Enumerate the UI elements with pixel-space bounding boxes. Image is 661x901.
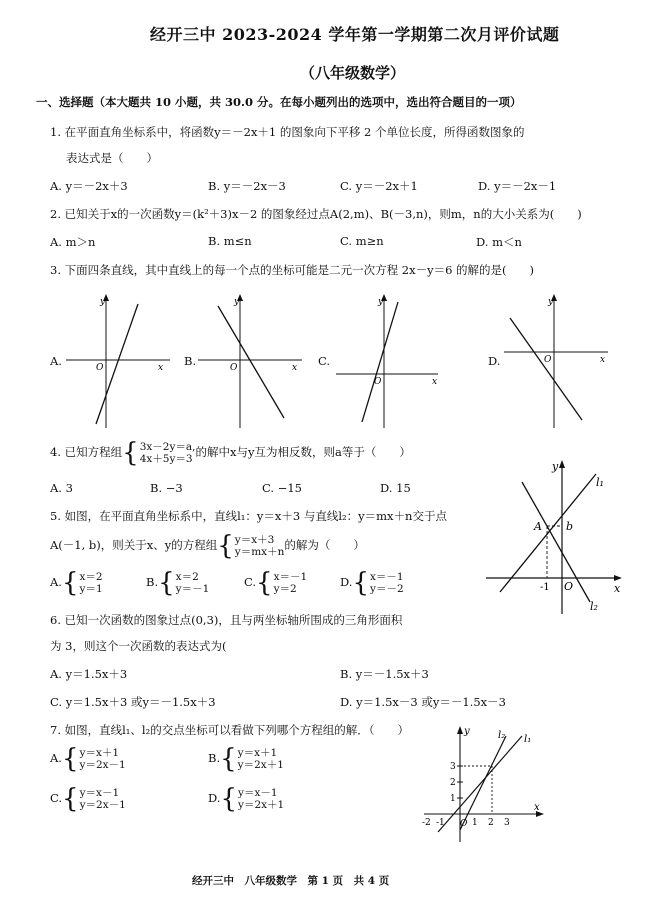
- q2-option-d: D. m＜n: [476, 235, 522, 249]
- q5-option-c: C.{x＝－1 y＝2: [244, 568, 308, 598]
- q4-option-d: D. 15: [380, 481, 411, 495]
- axis-y-label: y: [100, 297, 106, 307]
- q2-option-b: B. m≤n: [208, 234, 252, 248]
- q3-label-b: B.: [184, 354, 197, 368]
- q7-figure: [420, 722, 560, 844]
- section-heading: 一、选择题（本大题共 10 小题，共 30.0 分。在每小题列出的选项中，选出符合题目的一项）: [36, 95, 522, 109]
- q2-stem: 2. 已知关于x的一次函数y＝(k²＋3)x－2 的图象经过点A(2,m)、B(－3,n)，则m，n的大小关系为( ): [50, 207, 582, 221]
- origin-label: O: [96, 363, 104, 373]
- q5-stem-suffix: 的解为（ ）: [284, 538, 365, 552]
- q5-stem-prefix: A(－1, b)，则关于x、y的方程组: [50, 538, 218, 552]
- q1-stem-line2: 表达式是（ ）: [66, 151, 158, 165]
- q7-fig-y-label: y: [464, 726, 470, 737]
- q7-option-c: C.{y＝x－1 y＝2x－1: [50, 784, 126, 814]
- q7-option-a: A.{y＝x＋1 y＝2x－1: [50, 744, 126, 774]
- q5-stem-line2: A(－1, b)，则关于x、y的方程组{y＝x＋3 y＝mx＋n的解为（ ）: [50, 531, 365, 561]
- q6-option-b: B. y＝－1.5x＋3: [340, 667, 429, 681]
- q5-option-b: B.{x＝2 y＝－1: [146, 568, 210, 598]
- q3-label-a: A.: [50, 354, 62, 368]
- q7-fig-xtick-neg1: -1: [436, 818, 445, 828]
- q3-graph-a: [66, 292, 172, 428]
- axis-x-label: x: [600, 355, 606, 365]
- q7-fig-origin: O: [460, 819, 468, 829]
- q5-fig-l1-label: l₁: [596, 476, 604, 489]
- axis-x-label: x: [292, 363, 298, 373]
- q6-option-c: C. y＝1.5x＋3 或y＝－1.5x＋3: [50, 695, 216, 709]
- q3-label-d: D.: [488, 354, 501, 368]
- q5-fig-origin: O: [564, 580, 574, 593]
- q6-option-a: A. y＝1.5x＋3: [50, 667, 128, 681]
- page-subtitle: （八年级数学）: [300, 64, 406, 82]
- q1-option-b: B. y＝－2x－3: [208, 179, 286, 193]
- q6-stem-line1: 6. 已知一次函数的图象过点(0,3)，且与两坐标轴所围成的三角形面积: [50, 613, 403, 627]
- origin-label: O: [374, 377, 382, 387]
- q4-stem-suffix: 的解中x与y互为相反数，则a等于（ ）: [195, 445, 411, 459]
- q7-fig-l1-label: l₁: [524, 734, 532, 745]
- q4-option-b: B. −3: [150, 481, 183, 495]
- q4-option-c: C. −15: [262, 481, 302, 495]
- q7-option-d: D.{y＝x－1 y＝2x＋1: [208, 784, 285, 814]
- origin-label: O: [544, 355, 552, 365]
- q6-option-d: D. y＝1.5x－3 或y＝－1.5x－3: [340, 695, 506, 709]
- q7-option-b: B.{y＝x＋1 y＝2x＋1: [208, 744, 284, 774]
- q3-stem: 3. 下面四条直线，其中直线上的每一个点的坐标可能是二元一次方程 2x－y＝6 的解的是( ): [50, 263, 535, 277]
- q4-eq2: 4x＋5y＝3: [139, 453, 193, 465]
- q5-figure: [486, 456, 628, 616]
- q1-option-c: C. y＝－2x＋1: [340, 179, 418, 193]
- q3-label-c: C.: [318, 354, 331, 368]
- page-title: 经开三中 2023-2024 学年第一学期第二次月评价试题: [150, 25, 560, 44]
- q2-option-a: A. m＞n: [50, 235, 96, 249]
- q7-fig-xtick-3: 3: [504, 818, 510, 828]
- q7-fig-l2-label: l₂: [498, 730, 506, 741]
- q1-stem-line1: 1. 在平面直角坐标系中，将函数y＝－2x＋1 的图象向下平移 2 个单位长度，所得函数图象的: [50, 125, 525, 139]
- q4-stem: 4. 已知方程组{3x－2y＝a, 4x＋5y＝3 的解中x与y互为相反数，则a等于（ ）: [50, 438, 411, 468]
- q5-fig-x-label: x: [614, 582, 621, 595]
- origin-label: O: [230, 363, 238, 373]
- q3-graph-b: [198, 292, 308, 428]
- q5-fig-l2-label: l₂: [590, 600, 598, 613]
- q5-fig-b-label: b: [566, 520, 574, 533]
- q5-eq2: y＝mx＋n: [234, 546, 285, 558]
- q7-fig-ytick-2: 2: [450, 778, 456, 788]
- q2-option-c: C. m≥n: [340, 234, 384, 248]
- q4-eq1: 3x－2y＝a,: [139, 441, 196, 453]
- q7-fig-ytick-3: 3: [450, 762, 456, 772]
- q1-option-a: A. y＝－2x＋3: [50, 179, 128, 193]
- q5-fig-y-label: y: [552, 460, 559, 473]
- q5-stem-line1: 5. 如图，在平面直角坐标系中，直线l₁：y＝x＋3 与直线l₂：y＝mx＋n交于点: [50, 509, 447, 523]
- q7-stem: 7. 如图，直线l₁、l₂的交点坐标可以看做下列哪个方程组的解．（ ）: [50, 723, 409, 737]
- q5-option-d: D.{x＝－1 y＝－2: [340, 568, 404, 598]
- q4-option-a: A. 3: [50, 481, 73, 495]
- q7-fig-xtick-neg2: -2: [422, 818, 431, 828]
- q4-stem-prefix: 4. 已知方程组: [50, 445, 123, 459]
- q5-fig-point-a: A: [534, 520, 542, 533]
- q7-fig-x-label: x: [534, 802, 540, 813]
- q1-option-d: D. y＝－2x－1: [478, 179, 557, 193]
- q5-fig-neg1-label: -1: [540, 582, 550, 593]
- q7-fig-xtick-1: 1: [472, 818, 478, 828]
- page-footer: 经开三中 八年级数学 第 1 页 共 4 页: [192, 875, 390, 887]
- q5-option-a: A.{x＝2 y＝1: [50, 568, 103, 598]
- axis-y-label: y: [234, 297, 240, 307]
- axis-y-label: y: [378, 297, 384, 307]
- q5-eq1: y＝x＋3: [234, 534, 275, 546]
- axis-x-label: x: [432, 377, 438, 387]
- q7-fig-xtick-2: 2: [488, 818, 494, 828]
- axis-x-label: x: [158, 363, 164, 373]
- q3-graph-c: [334, 292, 444, 428]
- q6-stem-line2: 为 3，则这个一次函数的表达式为(: [50, 639, 227, 653]
- axis-y-label: y: [548, 297, 554, 307]
- q7-fig-ytick-1: 1: [450, 794, 456, 804]
- q3-graph-d: [504, 292, 614, 428]
